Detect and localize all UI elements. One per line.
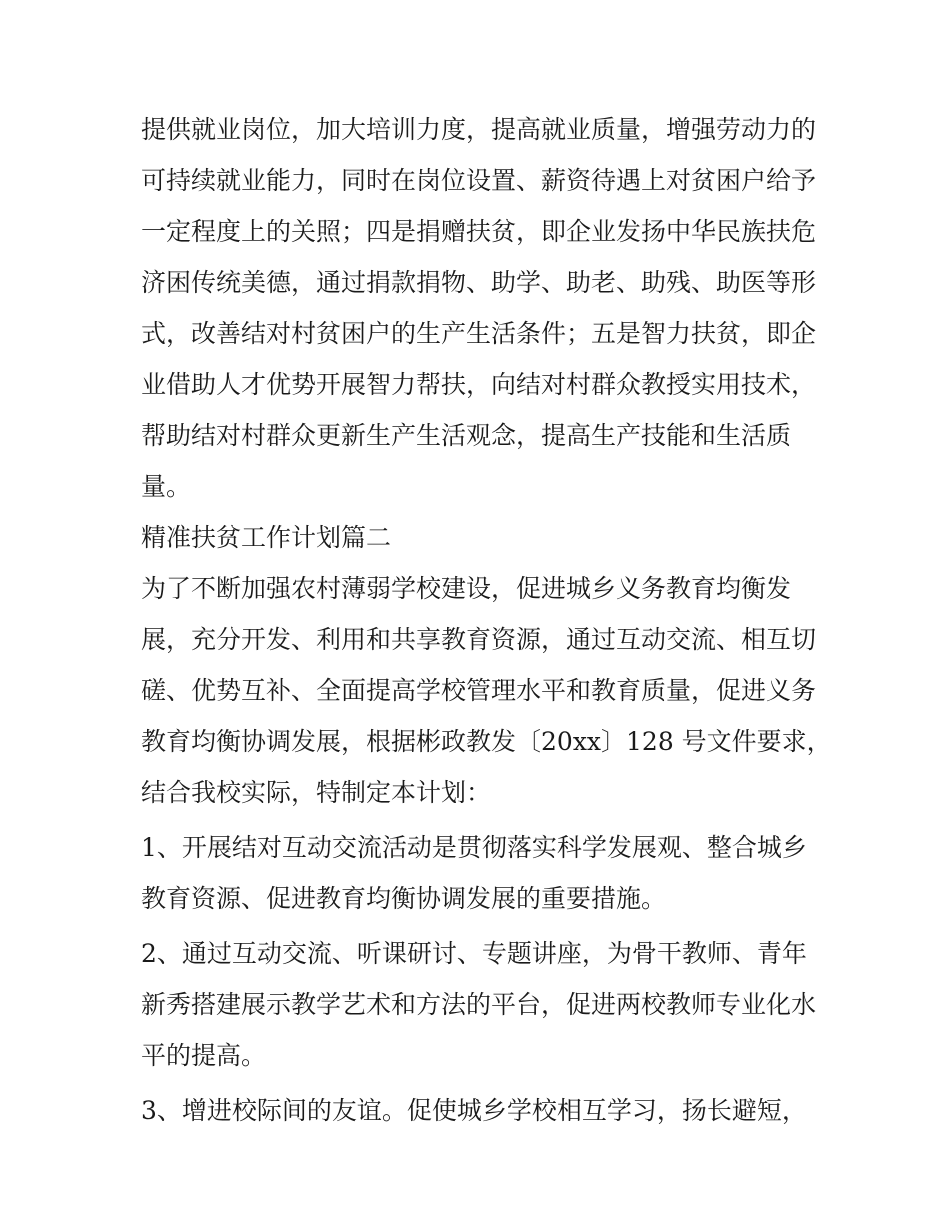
list-item-line: 1、开展结对互动交流活动是贯彻落实科学发展观、整合城乡 xyxy=(141,833,807,862)
paragraph-line: 帮助结对村群众更新生产生活观念，提高生产技能和生活质 xyxy=(141,421,792,450)
list-item-line: 3、增进校际间的友谊。促使城乡学校相互学习，扬长避短， xyxy=(141,1096,807,1125)
paragraph-line: 一定程度上的关照；四是捐赠扶贫，即企业发扬中华民族扶危 xyxy=(141,217,817,246)
list-item-line: 2、通过互动交流、听课研讨、专题讲座，为骨干教师、青年 xyxy=(141,939,807,968)
paragraph-line: 为了不断加强农村薄弱学校建设，促进城乡义务教育均衡发 xyxy=(141,574,792,603)
paragraph-line: 磋、优势互补、全面提高学校管理水平和教育质量，促进义务 xyxy=(141,676,817,705)
section-heading: 精准扶贫工作计划篇二 xyxy=(141,523,392,552)
paragraph-line: 济困传统美德，通过捐款捐物、助学、助老、助残、助医等形 xyxy=(141,268,817,297)
paragraph-line: 教育均衡协调发展，根据彬政教发〔20xx〕128 号文件要求， xyxy=(141,727,832,756)
paragraph-line: 展，充分开发、利用和共享教育资源，通过互动交流、相互切 xyxy=(141,625,817,654)
paragraph-line: 业借助人才优势开展智力帮扶，向结对村群众教授实用技术， xyxy=(141,370,817,399)
list-item-line: 教育资源、促进教育均衡协调发展的重要措施。 xyxy=(141,884,667,913)
paragraph-line: 结合我校实际，特制定本计划： xyxy=(141,778,492,807)
paragraph-line: 量。 xyxy=(141,472,192,501)
paragraph-line: 式，改善结对村贫困户的生产生活条件；五是智力扶贫，即企 xyxy=(141,319,817,348)
list-item-line: 平的提高。 xyxy=(141,1041,267,1070)
document-body xyxy=(141,104,832,1136)
list-item-line: 新秀搭建展示教学艺术和方法的平台，促进两校教师专业化水 xyxy=(141,990,817,1019)
paragraph-line: 提供就业岗位，加大培训力度，提高就业质量，增强劳动力的 xyxy=(141,115,817,144)
paragraph-line: 可持续就业能力，同时在岗位设置、薪资待遇上对贫困户给予 xyxy=(141,166,817,195)
